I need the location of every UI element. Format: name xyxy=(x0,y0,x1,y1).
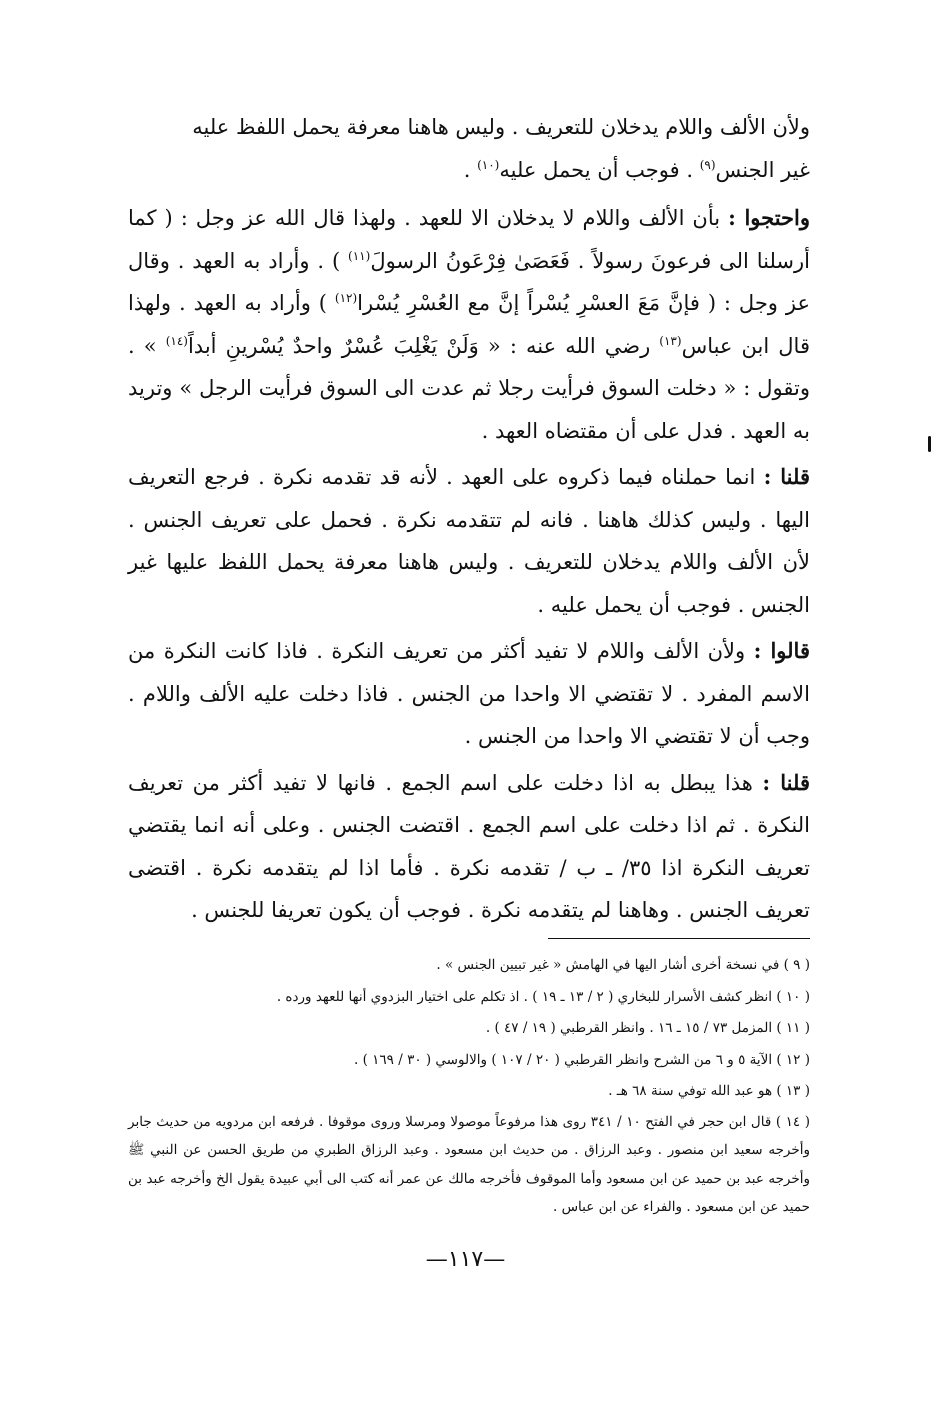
qulna-heading-2: قلنا : xyxy=(762,769,810,795)
footnote-ref-11: (١١) xyxy=(348,248,371,263)
ihtajju-paragraph xyxy=(128,197,810,452)
ihtajju-heading: واحتجوا : xyxy=(728,205,810,230)
qulna-heading-1: قلنا : xyxy=(763,464,810,489)
footnote-11: ( ١١ ) المزمل ٧٣ / ١٥ ـ ١٦ . وانظر القرطبي ( ١٩ / ٤٧ ) . xyxy=(485,1020,810,1036)
footnote-ref-9: (٩) xyxy=(699,157,716,172)
footnote-13: ( ١٣ ) هو عبد الله توفي سنة ٦٨ هـ . xyxy=(608,1083,810,1099)
qalu-text: ولأن الألف واللام لا تفيد أكثر من تعريف النكرة . فاذا كانت النكرة من الاسم المفرد . لا تقتضي الا واحدا من الجنس . فاذا دخلت عليه الألف واللام . وجب أن لا تقتضي الا واحدا من الجنس . xyxy=(128,639,810,748)
footnote-ref-12: (١٢) xyxy=(334,291,358,305)
intro-line2a: غير الجنس xyxy=(715,157,810,182)
qalu-paragraph xyxy=(128,630,810,758)
footnote-ref-14: (١٤) xyxy=(165,333,188,348)
ihtajju-text-3: ) وأراد به العهد . ولهذا قال ابن عباس xyxy=(128,291,810,358)
intro-paragraph xyxy=(128,106,810,191)
footnote-ref-10: (١٠) xyxy=(477,157,500,172)
footnote-10: ( ١٠ ) انظر كشف الأسرار للبخاري ( ٢ / ١٣ ـ ١٩ ) . اذ تكلم على اختيار البزدوي أنها للعهد ورده . xyxy=(276,988,810,1005)
intro-line2c: . xyxy=(463,157,478,182)
intro-line1: ولأن الألف واللام يدخلان للتعريف . وليس هاهنا معرفة يحمل اللفظ عليه xyxy=(192,115,810,139)
footnote-12: ( ١٢ ) الآية ٥ و ٦ من الشرح وانظر القرطبي ( ٢٠ / ١٠٧ ) والالوسي ( ٣٠ / ١٦٩ ) . xyxy=(354,1051,810,1068)
footnote-ref-13: (١٣) xyxy=(659,333,682,348)
qulna-text-2: هذا يبطل به اذا دخلت على اسم الجمع . فانها لا تفيد أكثر من تعريف النكرة . ثم اذا دخلت على اسم الجمع . اقتضت الجنس . وعلى أنه انما يقتضي تعريف النكرة اذا ٣٥/ ـ ب / تقدمه نكرة . فأما اذا لم يتقدمه نكرة . اقتضى تعريف الجنس . وهاهنا لم يتقدمه نكرة . فوجب أن يكون تعريفا للجنس . xyxy=(128,770,810,922)
intro-line2b: . فوجب أن يحمل عليه xyxy=(499,157,700,182)
footnote-divider xyxy=(548,938,810,939)
qulna-paragraph-1 xyxy=(128,456,810,626)
ihtajju-text-4: رضي الله عنه : « وَلَنْ يَغْلِبَ عُسْرٌ واحدٌ يُسْرينِ أبداً xyxy=(187,333,660,358)
main-text xyxy=(128,106,810,932)
qalu-heading: قالوا : xyxy=(753,638,810,663)
ihtajju-text-5: » . وتقول : « دخلت السوق فرأيت رجلا ثم عدت الى السوق فرأيت الرجل » وتريد به العهد . فدل على أن مقتضاه العهد . xyxy=(128,333,810,443)
qulna-paragraph-2 xyxy=(128,762,810,932)
footnote-9: ( ٩ ) في نسخة أخرى أشار اليها في الهامش « غير تبيين الجنس » . xyxy=(436,957,810,973)
qulna-text-1: انما حملناه فيما ذكروه على العهد . لأنه قد تقدمه نكرة . فرجع التعريف اليها . وليس كذلك هاهنا . فانه لم تتقدمه نكرة . فحمل على تعريف الجنس . لأن الألف واللام يدخلان للتعريف . وليس هاهنا معرفة يحمل اللفظ عليها غير الجنس . فوجب أن يحمل عليه . xyxy=(128,465,810,617)
footnote-14: ( ١٤ ) قال ابن حجر في الفتح ١٠ / ٣٤١ روى هذا مرفوعاً موصولا ومرسلا وروى موقوفا . فرفعه ابن مردويه من حديث جابر وأخرجه سعيد ابن منصور . وعبد الرزاق . من حديث ابن مسعود . وعبد الرزاق الطبري من طريق الحسن عن النبي ﷺ وأخرجه عبد بن حميد عن ابن مسعود وأما الموقوف فأخرجه مالك عن عمر أنه كتب الى أبي عبيدة يقول الخ وأخرجه عبد بن حميد عن ابن مسعود . والفراء عن ابن عباس . xyxy=(128,1113,811,1215)
footnotes xyxy=(128,950,810,1222)
ihtajju-text-2: ) . وأراد به العهد . وقال عز وجل : ( فإنَّ مَعَ العسْرِ يُسْراً إنَّ مع العُسْرِ يُسْرا xyxy=(128,248,810,315)
page-number: —١١٧— xyxy=(425,1247,506,1272)
ihtajju-text-1: بأن الألف واللام لا يدخلان الا للعهد . ولهذا قال الله عز وجل : ( كما أرسلنا الى فرعونَ رسولاً . فَعَصَىٰ فِرْعَونُ الرسولَ xyxy=(128,206,810,273)
